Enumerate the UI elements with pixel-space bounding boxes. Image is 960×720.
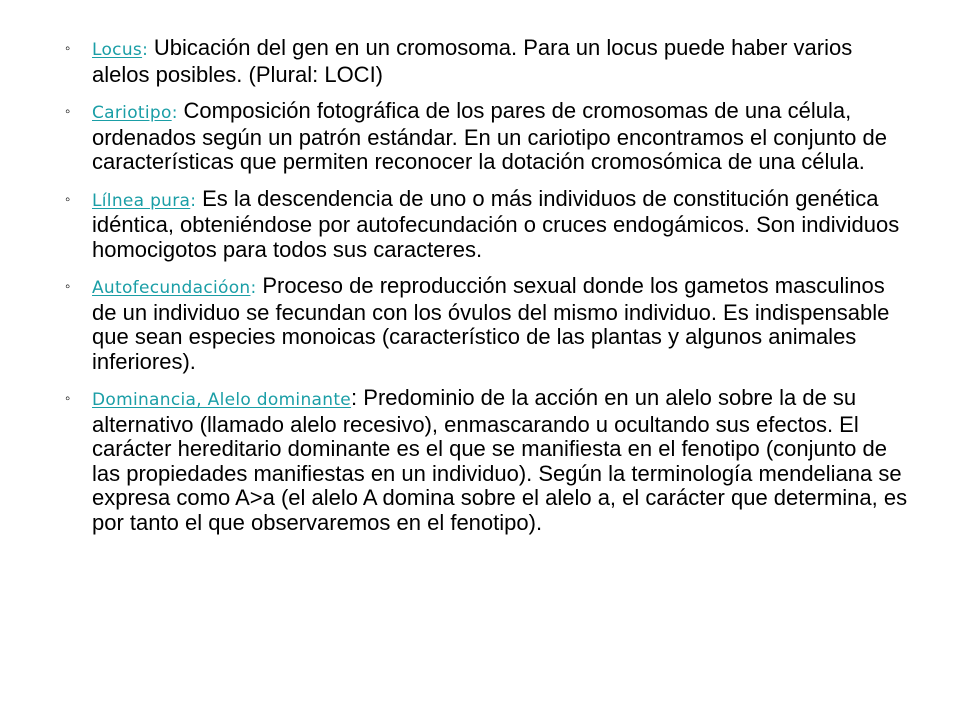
glossary-entry-cariotipo (60, 99, 910, 175)
term-link-locus[interactable]: Locus (92, 40, 143, 60)
term-separator: : (351, 385, 358, 410)
term-separator: : (190, 190, 196, 211)
term-link-cariotipo[interactable]: Cariotipo (92, 103, 172, 123)
definition-text: Es la descendencia de uno o más individuos de constitución genética idéntica, obteniéndose por autofecundación o cruces endogámicos. Son individuos homocigotos para todos sus caracteres. (92, 185, 900, 262)
term-link-dominancia[interactable]: Dominancia, Alelo dominante (92, 390, 352, 410)
term-link-autofecundacion[interactable]: Autofecundacióon (92, 278, 251, 298)
glossary-entry-linea-pura (60, 187, 910, 263)
bullet-icon: ◦ (65, 390, 71, 407)
definition-text: Ubicación del gen en un cromosoma. Para un locus puede haber varios alelos posibles. (Plural: LOCI) (92, 35, 853, 87)
definition-text: Proceso de reproducción sexual donde los gametos masculinos de un individuo se fecundan con los óvulos del mismo individuo. Es indispensable que sean especies monoicas (característico de las plantas y algunos animales inferiores). (92, 273, 890, 374)
glossary-entry-dominancia (60, 386, 910, 535)
term-link-linea-pura[interactable]: Lílnea pura (92, 190, 191, 211)
term-separator: : (142, 40, 148, 60)
glossary-list (60, 36, 910, 547)
bullet-icon: ◦ (65, 40, 71, 57)
bullet-icon: ◦ (65, 103, 71, 120)
glossary-entry-locus (60, 36, 910, 87)
definition-text: Composición fotográfica de los pares de cromosomas de una célula, ordenados según un patrón estándar. En un cariotipo encontramos el conjunto de características que permiten reconocer la dotación cromosómica de una célula. (92, 98, 887, 174)
bullet-icon: ◦ (65, 190, 71, 208)
term-separator: : (171, 103, 178, 123)
definition-text: Predominio de la acción en un alelo sobre la de su alternativo (llamado alelo recesivo), enmascarando u ocultando sus efectos. El carácter hereditario dominante es el que se manifiesta en el fenotipo (conjunto de las propiedades manifiestas en un individuo). Según la terminología mendeliana se expresa como A>a (el alelo A domina sobre el alelo a, el carácter que determina, es por tanto el que observaremos en el fenotipo). (92, 385, 908, 535)
term-separator: : (250, 278, 257, 298)
glossary-entry-autofecundacion (60, 274, 910, 374)
bullet-icon: ◦ (65, 278, 71, 295)
